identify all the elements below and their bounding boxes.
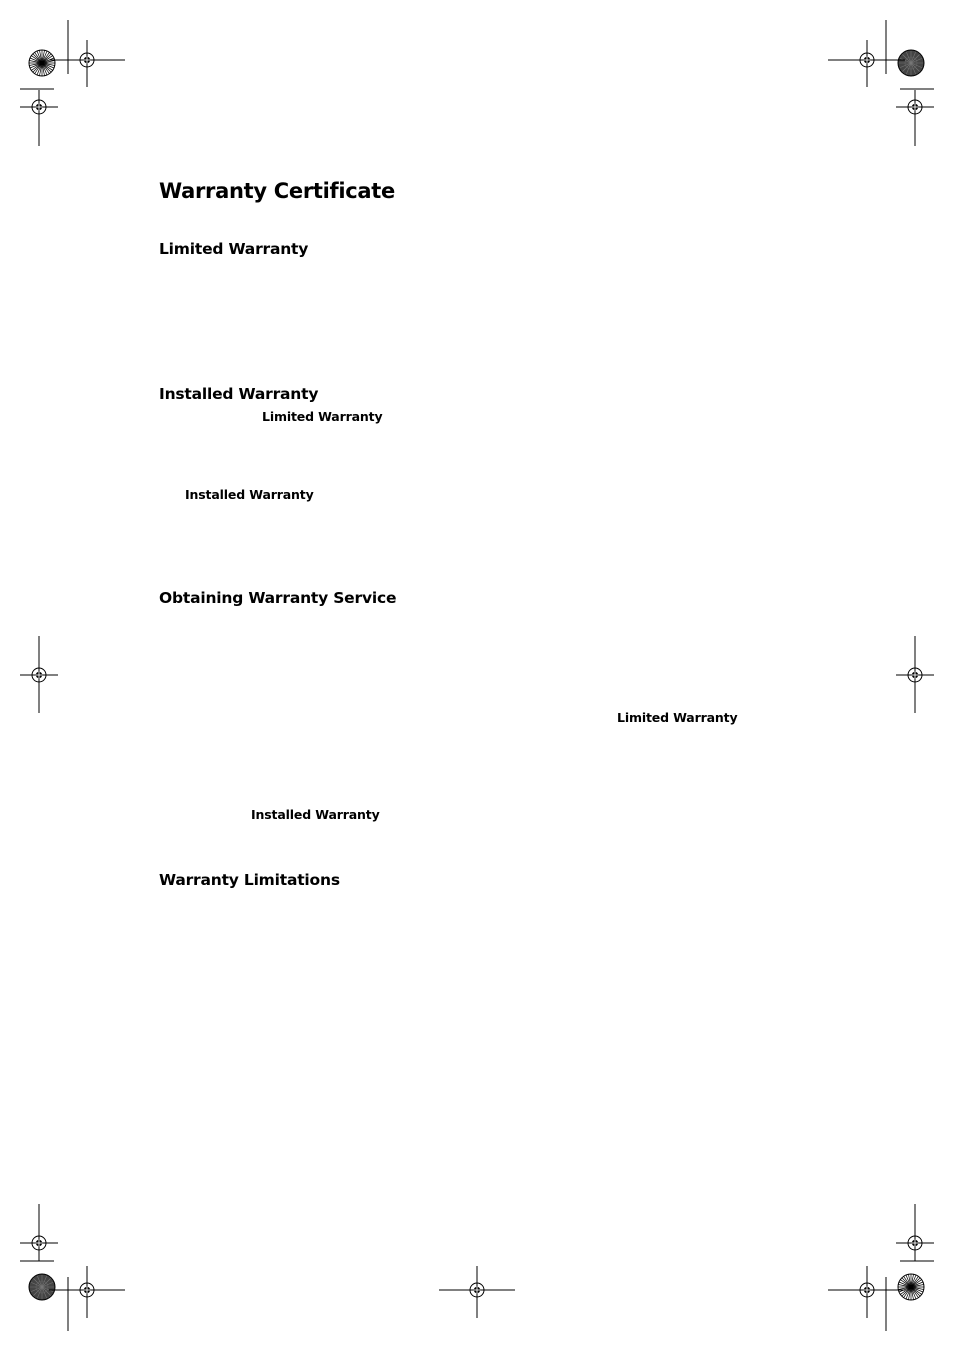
service-section-term-installed-warranty: Installed Warranty <box>251 807 380 822</box>
warranty-limitations-heading: Warranty Limitations <box>159 871 340 889</box>
installed-section-term-installed-warranty: Installed Warranty <box>185 487 314 502</box>
installed-section-term-limited-warranty: Limited Warranty <box>262 409 383 424</box>
page-title: Warranty Certificate <box>159 179 395 203</box>
limited-warranty-heading: Limited Warranty <box>159 240 309 258</box>
obtaining-warranty-service-heading: Obtaining Warranty Service <box>159 589 397 607</box>
installed-warranty-heading: Installed Warranty <box>159 385 319 403</box>
service-section-term-limited-warranty: Limited Warranty <box>617 710 738 725</box>
